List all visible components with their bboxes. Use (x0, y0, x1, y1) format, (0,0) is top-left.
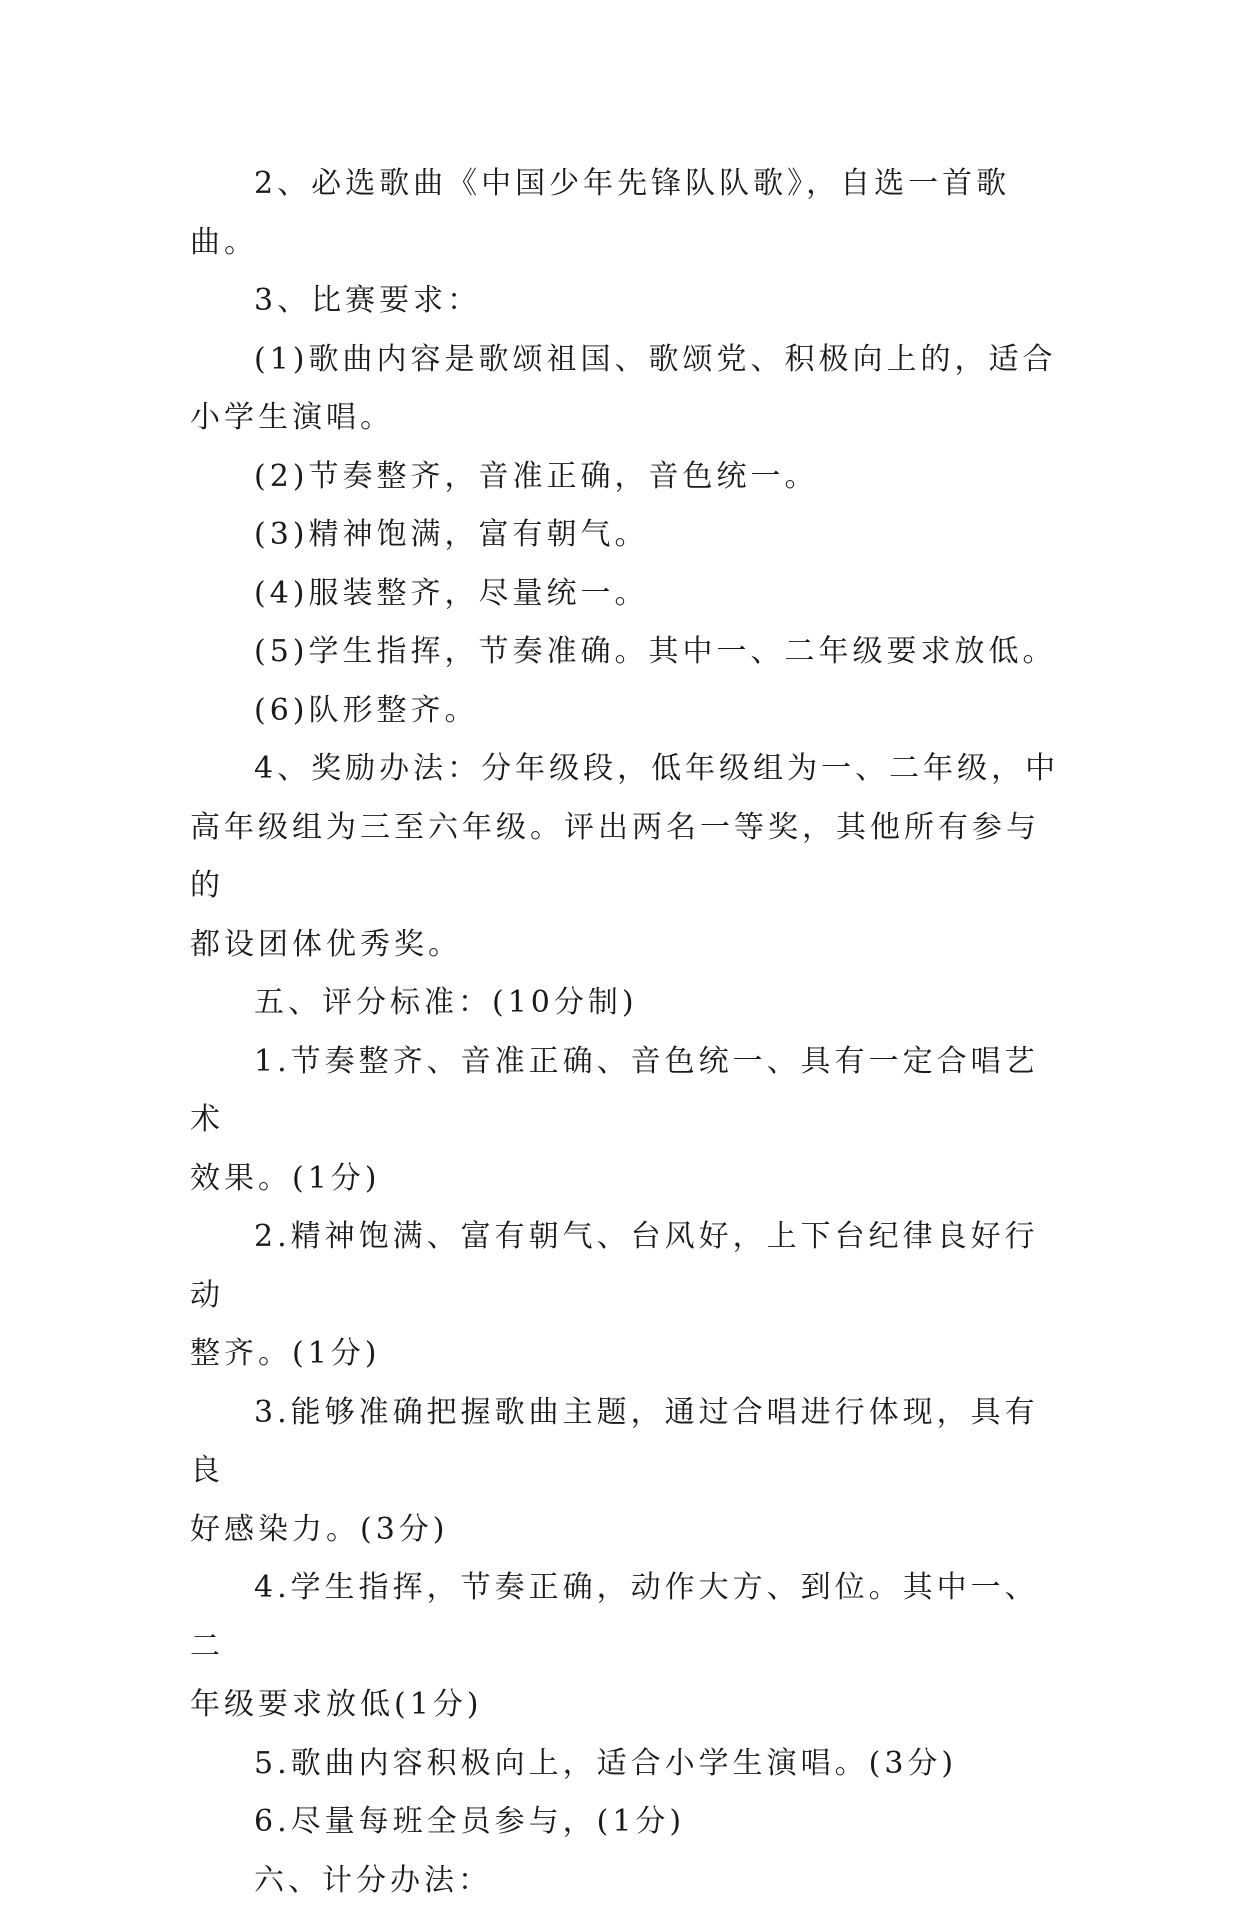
text-line: 1.节奏整齐、音准正确、音色统一、具有一定合唱艺术 (190, 1033, 1060, 1150)
text-line: 3.能够准确把握歌曲主题，通过合唱进行体现，具有良 (190, 1384, 1060, 1501)
text-line: (2)节奏整齐，音准正确，音色统一。 (190, 448, 1060, 507)
paragraph-requirement-3 (190, 506, 1060, 565)
text-line: 3、比赛要求： (190, 272, 1060, 331)
text-line: 5.歌曲内容积极向上，适合小学生演唱。(3分) (190, 1735, 1060, 1794)
paragraph-requirement-2 (190, 448, 1060, 507)
paragraph-criterion-5 (190, 1735, 1060, 1794)
paragraph-requirement-5 (190, 623, 1060, 682)
section-heading-scoring-method (190, 1852, 1060, 1910)
text-line: (1)歌曲内容是歌颂祖国、歌颂党、积极向上的，适合 (190, 331, 1060, 390)
paragraph-criterion-6 (190, 1793, 1060, 1852)
text-line: (6)队形整齐。 (190, 682, 1060, 741)
text-line: 2.精神饱满、富有朝气、台风好，上下台纪律良好行动 (190, 1208, 1060, 1325)
text-line: 六、计分办法： (190, 1852, 1060, 1910)
paragraph-song-selection (190, 155, 1060, 272)
text-line: 4.学生指挥，节奏正确，动作大方、到位。其中一、二 (190, 1559, 1060, 1676)
text-line: 6.尽量每班全员参与，(1分) (190, 1793, 1060, 1852)
section-heading-scoring-criteria (190, 974, 1060, 1033)
paragraph-competition-requirements (190, 272, 1060, 331)
paragraph-requirement-6 (190, 682, 1060, 741)
paragraph-criterion-4 (190, 1559, 1060, 1735)
paragraph-awards (190, 740, 1060, 974)
paragraph-requirement-4 (190, 565, 1060, 624)
text-line: 高年级组为三至六年级。评出两名一等奖，其他所有参与的 (190, 799, 1060, 916)
text-line: 好感染力。(3分) (190, 1501, 1060, 1560)
text-line: 4、奖励办法：分年级段，低年级组为一、二年级，中 (190, 740, 1060, 799)
document-body (190, 155, 1060, 1910)
paragraph-criterion-2 (190, 1208, 1060, 1384)
text-line: 五、评分标准：(10分制) (190, 974, 1060, 1033)
text-line: 年级要求放低(1分) (190, 1676, 1060, 1735)
paragraph-criterion-3 (190, 1384, 1060, 1560)
text-line: 效果。(1分) (190, 1150, 1060, 1209)
text-line: (5)学生指挥，节奏准确。其中一、二年级要求放低。 (190, 623, 1060, 682)
text-line: (4)服装整齐，尽量统一。 (190, 565, 1060, 624)
text-line: 都设团体优秀奖。 (190, 916, 1060, 975)
paragraph-requirement-1 (190, 331, 1060, 448)
text-line: 2、必选歌曲《中国少年先锋队队歌》，自选一首歌曲。 (190, 155, 1060, 272)
text-line: (3)精神饱满，富有朝气。 (190, 506, 1060, 565)
text-line: 整齐。(1分) (190, 1325, 1060, 1384)
paragraph-criterion-1 (190, 1033, 1060, 1209)
text-line: 小学生演唱。 (190, 389, 1060, 448)
